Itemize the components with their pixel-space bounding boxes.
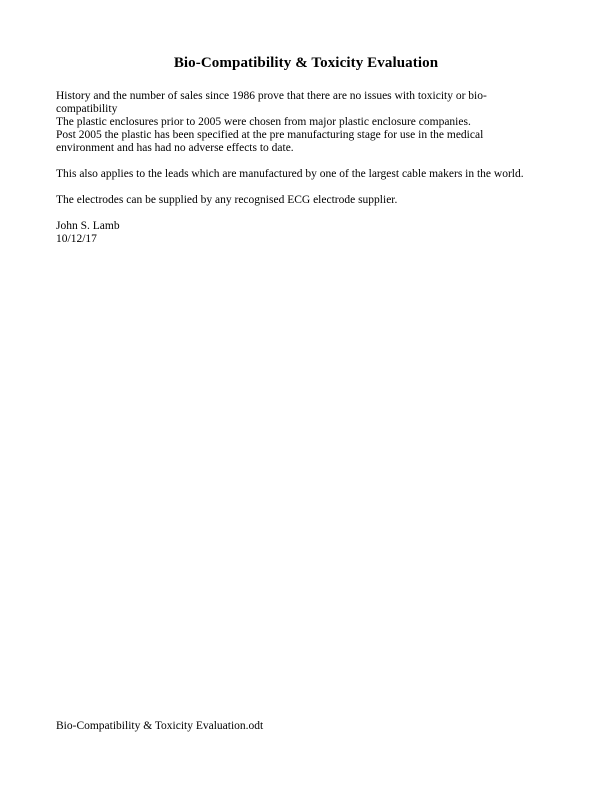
paragraph-electrodes — [56, 194, 556, 207]
paragraph-leads — [56, 168, 556, 181]
paragraph-electrodes-line-1: The electrodes can be supplied by any recognised ECG electrode supplier. — [56, 194, 398, 206]
paragraph-history-line-3: The plastic enclosures prior to 2005 were chosen from major plastic enclosure companies. — [56, 116, 471, 128]
paragraph-leads-line-1: This also applies to the leads which are manufactured by one of the largest cable makers in the world. — [56, 168, 524, 180]
document-title: Bio-Compatibility & Toxicity Evaluation — [173, 55, 439, 71]
footer-filename: Bio-Compatibility & Toxicity Evaluation.odt — [56, 720, 264, 732]
paragraph-history — [56, 90, 556, 155]
paragraph-history-line-1: History and the number of sales since 1986 prove that there are no issues with toxicity or bio- — [56, 90, 487, 102]
paragraph-history-line-5: environment and has had no adverse effects to date. — [56, 142, 294, 154]
signature-block — [56, 220, 556, 246]
paragraph-history-line-2: compatibility — [56, 103, 118, 115]
signature-date: 10/12/17 — [56, 233, 97, 245]
paragraph-history-line-4: Post 2005 the plastic has been specified at the pre manufacturing stage for use in the medical — [56, 129, 484, 141]
signature-name: John S. Lamb — [56, 220, 120, 232]
